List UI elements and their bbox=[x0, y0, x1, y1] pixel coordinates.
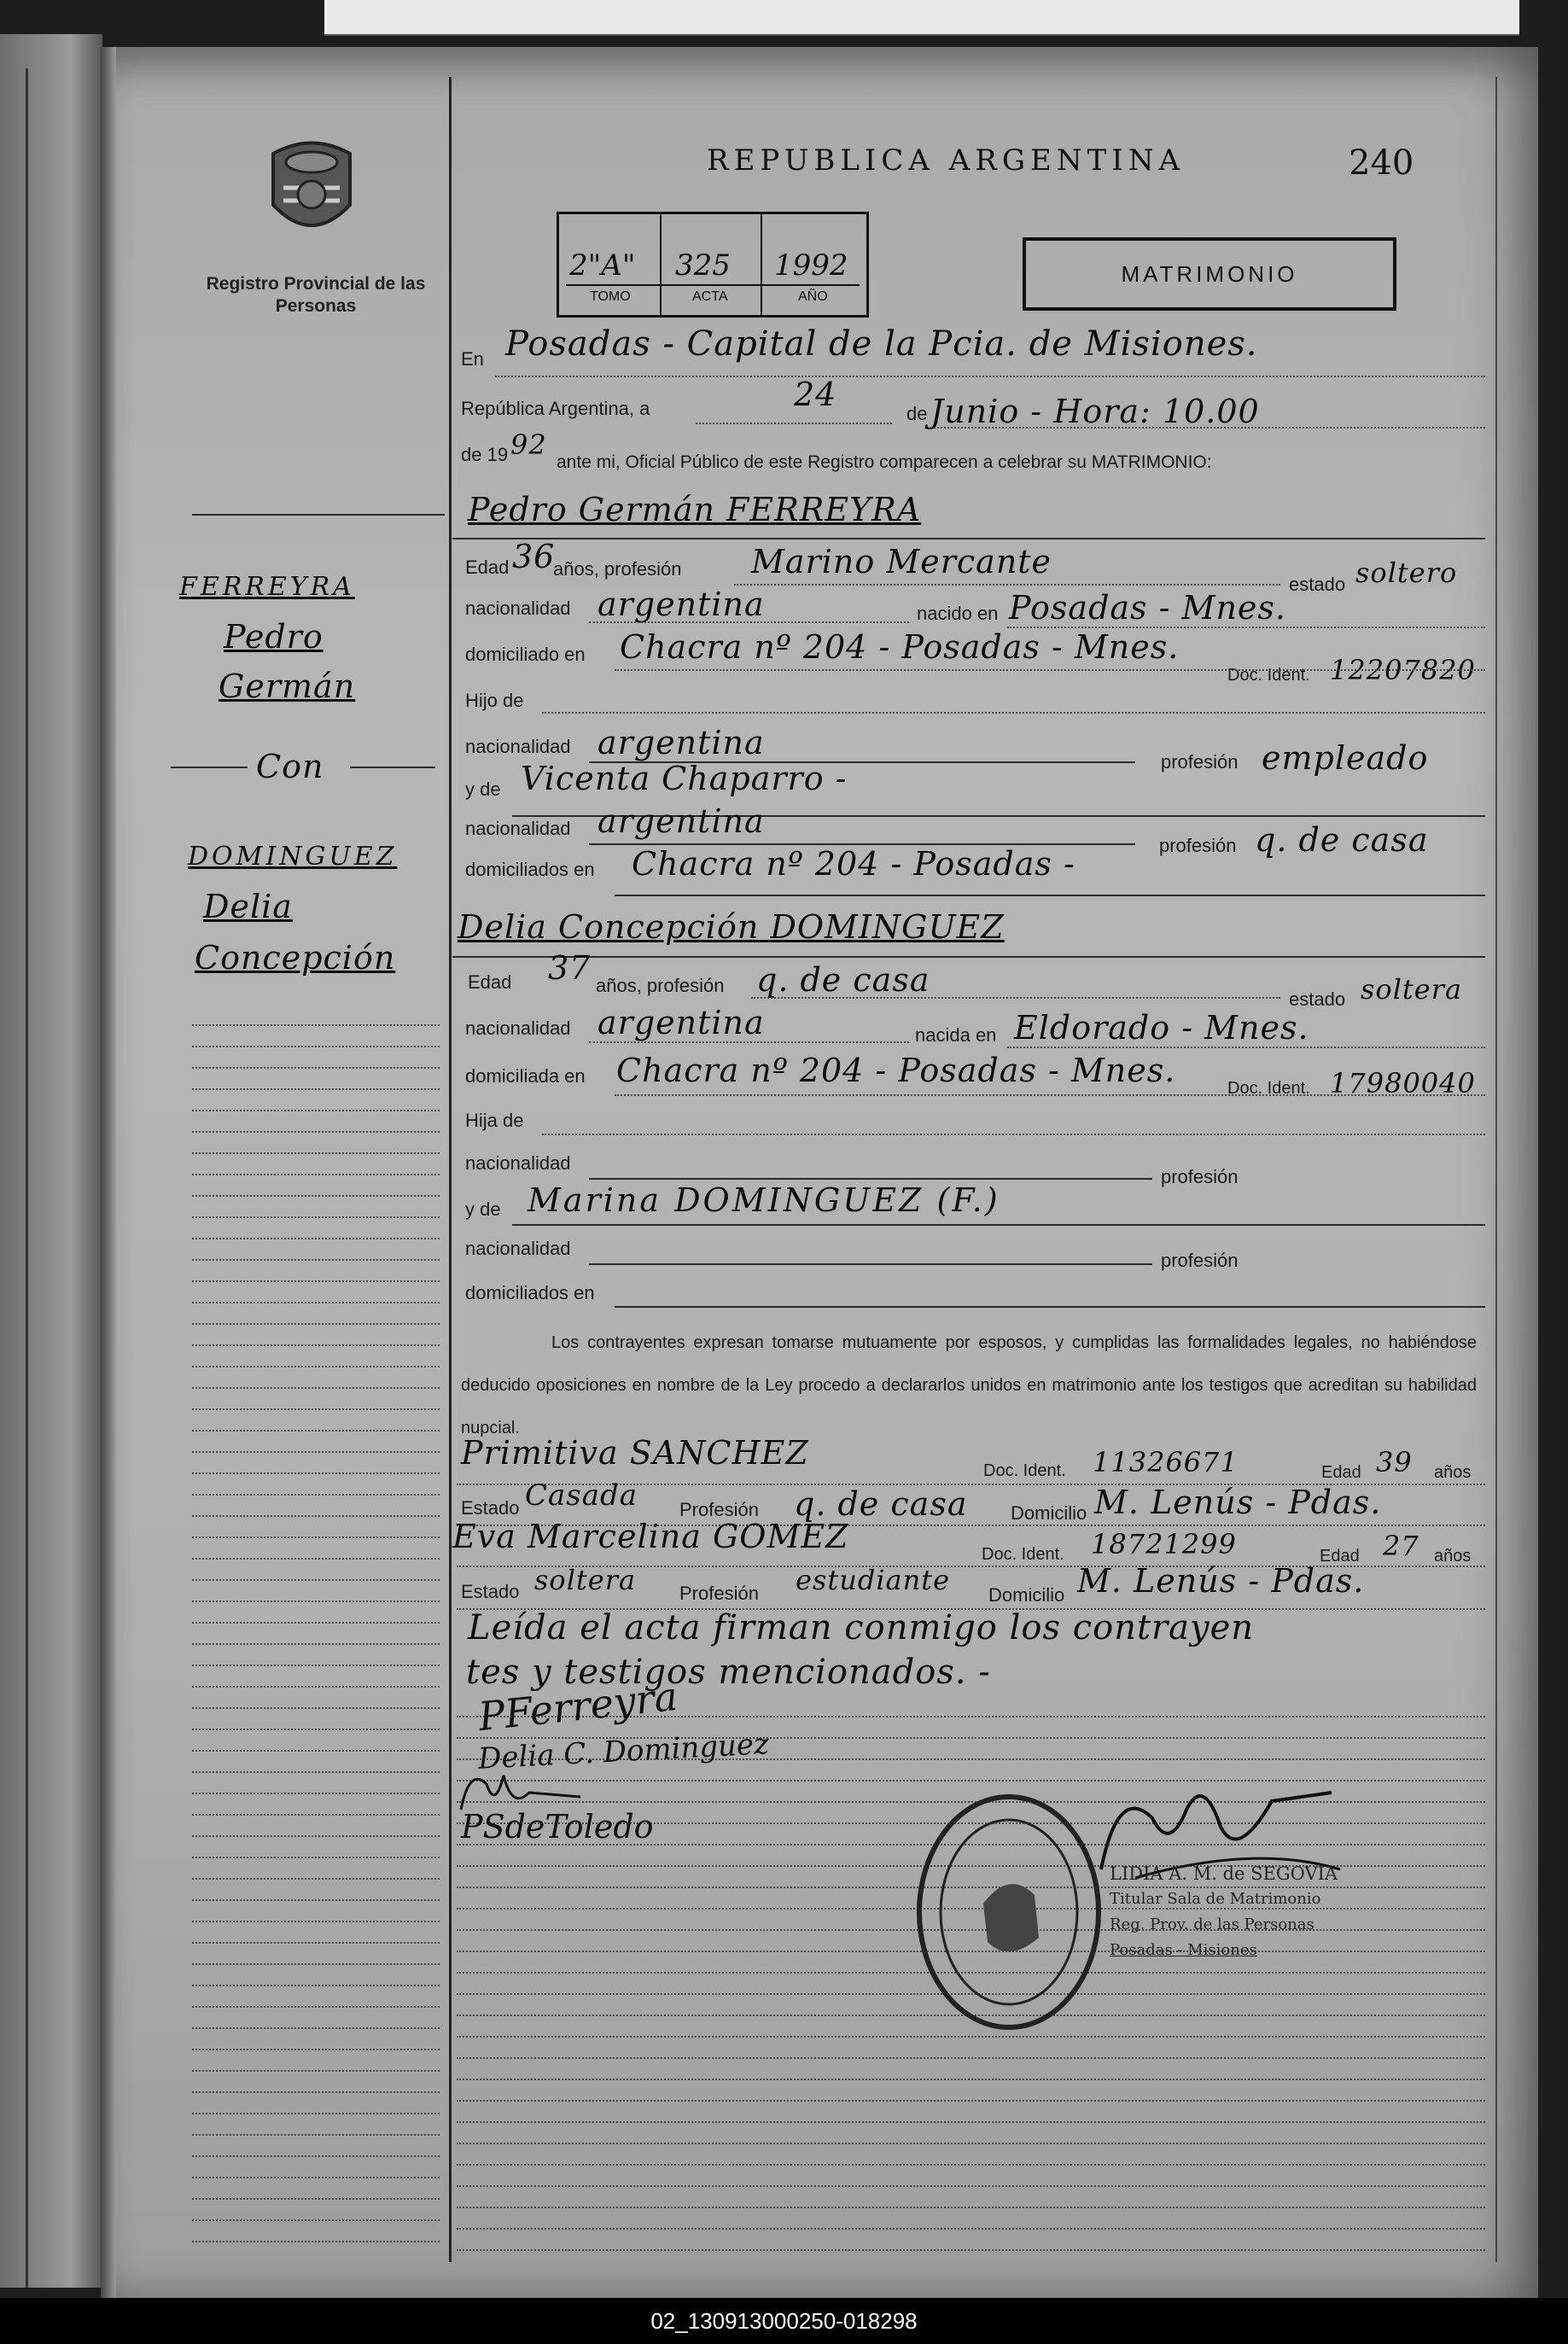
margin-ruled-line bbox=[192, 2177, 440, 2178]
margin-ruled-line bbox=[192, 1430, 440, 1431]
margin-ruled-line bbox=[192, 1857, 440, 1858]
row-rule bbox=[452, 538, 1485, 539]
margin-ruled-line bbox=[192, 2027, 440, 2029]
bride-doc-value: 17980040 bbox=[1330, 1067, 1476, 1099]
official-seal-icon bbox=[906, 1784, 1111, 2040]
bride-father-prof-label: profesión bbox=[1161, 1166, 1239, 1187]
margin-groom-second: Germán bbox=[219, 668, 356, 705]
row-rule bbox=[589, 1178, 1152, 1180]
groom-edad-value: 36 bbox=[512, 538, 556, 575]
row-rule bbox=[615, 895, 1485, 896]
margin-ruled-line bbox=[192, 2006, 440, 2008]
official-line3: Reg. Prov. de las Personas bbox=[1110, 1915, 1314, 1933]
margin-ruled-line bbox=[192, 1686, 440, 1688]
groom-estado-value: soltero bbox=[1355, 557, 1458, 589]
margin-groom-surname: FERREYRA bbox=[179, 572, 355, 602]
bride-profesion-label: años, profesión bbox=[596, 975, 725, 996]
anio-label: AÑO bbox=[798, 289, 828, 304]
de-label: de bbox=[906, 403, 928, 424]
witness2-anos-label: años bbox=[1434, 1547, 1472, 1566]
official-line4: Posadas - Misiones bbox=[1110, 1941, 1257, 1959]
margin-ruled-line bbox=[192, 1771, 440, 1773]
margin-ruled-line bbox=[192, 1323, 440, 1325]
margin-ruled-line bbox=[192, 1344, 440, 1346]
top-page-strip bbox=[324, 0, 1519, 36]
place-value: Posadas - Capital de la Pcia. de Misiones. bbox=[505, 324, 1258, 364]
bride-parents-dom-label: domiciliados en bbox=[465, 1282, 595, 1303]
margin-ruled-line bbox=[192, 2155, 440, 2157]
ruled-line bbox=[457, 2207, 1485, 2208]
ruled-line bbox=[457, 2057, 1485, 2059]
groom-profesion-value: Marino Mercante bbox=[751, 543, 1052, 580]
bride-yde-label: y de bbox=[465, 1198, 501, 1220]
left-page-edge bbox=[0, 34, 102, 2288]
witness2-doc-label: Doc. Ident. bbox=[982, 1545, 1064, 1564]
witness1-prof-label: Profesión bbox=[679, 1499, 759, 1520]
witness2-prof-label: Profesión bbox=[679, 1583, 759, 1604]
dotted-line bbox=[542, 1134, 1485, 1135]
dotted-line bbox=[930, 427, 1485, 429]
dotted-line bbox=[615, 1094, 1485, 1096]
margin-ruled-line bbox=[192, 1067, 440, 1069]
margin-ruled-line bbox=[192, 2113, 440, 2114]
official-line1: LIDIA A. M. de SEGOVIA bbox=[1110, 1863, 1338, 1884]
groom-estado-label: estado bbox=[1289, 574, 1346, 595]
bride-name: Delia Concepción DOMINGUEZ bbox=[458, 908, 1005, 946]
margin-ruled-line bbox=[192, 1387, 440, 1389]
margin-ruled-line bbox=[192, 1195, 440, 1197]
margin-ruled-line bbox=[192, 2198, 440, 2200]
groom-father-prof-label: profesión bbox=[1161, 751, 1239, 773]
margin-ruled-line bbox=[192, 1131, 440, 1133]
margin-ruled-line bbox=[192, 1451, 440, 1453]
margin-bride-second: Concepción bbox=[195, 939, 396, 977]
margin-rule bbox=[350, 767, 435, 768]
margin-ruled-line bbox=[192, 1152, 440, 1154]
margin-ruled-line bbox=[192, 1558, 440, 1560]
row-rule bbox=[512, 1224, 1485, 1226]
official-stamp-text bbox=[1110, 1861, 1338, 1963]
margin-ruled-line bbox=[192, 1302, 440, 1303]
margin-ruled-line bbox=[192, 2134, 440, 2136]
groom-mother-nat-label: nacionalidad bbox=[465, 818, 571, 839]
official-line2: Titular Sala de Matrimonio bbox=[1110, 1890, 1321, 1908]
groom-doc-label: Doc. Ident. bbox=[1227, 666, 1310, 685]
groom-doc-value: 12207820 bbox=[1330, 654, 1476, 686]
margin-ruled-line bbox=[192, 1750, 440, 1752]
bride-profesion-value: q. de casa bbox=[756, 961, 930, 999]
witness1-edad-value: 39 bbox=[1376, 1446, 1413, 1478]
ruled-line bbox=[457, 2185, 1485, 2187]
dotted-line bbox=[751, 997, 1280, 999]
margin-ruled-line bbox=[192, 1259, 440, 1261]
witness2-doc-value: 18721299 bbox=[1091, 1528, 1237, 1560]
groom-father-nat-value: argentina bbox=[597, 724, 765, 761]
groom-name: Pedro Germán FERREYRA bbox=[468, 491, 922, 528]
margin-ruled-line bbox=[192, 1515, 440, 1517]
dotted-line bbox=[589, 1041, 909, 1043]
record-number-box bbox=[557, 212, 869, 318]
margin-ruled-line bbox=[192, 1622, 440, 1624]
closing-line1: Leída el acta firman conmigo los contrayen bbox=[468, 1608, 1255, 1647]
groom-yde-label: y de bbox=[465, 778, 501, 800]
groom-mother-prof-value: q. de casa bbox=[1255, 821, 1429, 859]
year-prefix-label: de 19 bbox=[461, 444, 509, 465]
dotted-line bbox=[1007, 1047, 1485, 1048]
margin-ruled-line bbox=[192, 1536, 440, 1538]
groom-dom-value: Chacra nº 204 - Posadas - Mnes. bbox=[620, 628, 1180, 666]
bride-estado-label: estado bbox=[1289, 988, 1346, 1010]
groom-hijo-label: Hijo de bbox=[465, 690, 524, 711]
margin-ruled-line bbox=[192, 1601, 440, 1602]
bride-nac-label: nacionalidad bbox=[465, 1017, 571, 1039]
margin-ruled-line bbox=[192, 1921, 440, 1922]
groom-nac-label: nacionalidad bbox=[465, 598, 571, 619]
bride-dom-value: Chacra nº 204 - Posadas - Mnes. bbox=[616, 1052, 1176, 1089]
signature-bride: Delia C. Dominguez bbox=[477, 1727, 770, 1776]
margin-ruled-line bbox=[192, 1408, 440, 1410]
margin-ruled-line bbox=[192, 2070, 440, 2072]
margin-ruled-line bbox=[192, 1280, 440, 1282]
right-page-border bbox=[1495, 77, 1497, 2262]
ruled-line bbox=[457, 2143, 1485, 2144]
anio-value: 1992 bbox=[774, 248, 848, 283]
witness1-name: Primitiva SANCHEZ bbox=[461, 1434, 809, 1472]
margin-ruled-line bbox=[192, 1024, 440, 1026]
bride-mother-nat-label: nacionalidad bbox=[465, 1238, 571, 1259]
margin-rule bbox=[192, 514, 445, 516]
groom-father-nat-label: nacionalidad bbox=[465, 736, 571, 757]
groom-mother-prof-label: profesión bbox=[1159, 835, 1237, 856]
witness2-edad-value: 27 bbox=[1383, 1530, 1419, 1562]
margin-ruled-line bbox=[192, 1665, 440, 1666]
dotted-line bbox=[589, 621, 909, 623]
witness2-dom-label: Domicilio bbox=[988, 1584, 1065, 1606]
ruled-line bbox=[457, 2249, 1485, 2251]
margin-ruled-line bbox=[192, 1472, 440, 1474]
registry-name: Registro Provincial de las Personas bbox=[206, 274, 426, 316]
margin-ruled-line bbox=[192, 2241, 440, 2242]
groom-nac-value: argentina bbox=[597, 586, 765, 623]
groom-dom-label: domiciliado en bbox=[465, 644, 586, 665]
groom-profesion-label: años, profesión bbox=[553, 558, 682, 580]
groom-mother-value: Vicenta Chaparro - bbox=[521, 760, 848, 797]
tomo-label: TOMO bbox=[590, 289, 631, 304]
margin-ruled-line bbox=[192, 1899, 440, 1901]
tomo-value: 2"A" bbox=[569, 248, 636, 283]
margin-ruled-line bbox=[192, 1985, 440, 1986]
margin-con: Con bbox=[256, 748, 324, 785]
country-title: REPUBLICA ARGENTINA bbox=[707, 143, 1186, 178]
witness2-estado-value: soltera bbox=[534, 1564, 637, 1596]
groom-nacido-value: Posadas - Mnes. bbox=[1009, 589, 1286, 627]
witness1-doc-value: 11326671 bbox=[1093, 1446, 1239, 1478]
year-suffix-value: 92 bbox=[510, 429, 547, 461]
bride-mother-value: Marina DOMINGUEZ (F.) bbox=[528, 1181, 1000, 1219]
bride-nacida-value: Eldorado - Mnes. bbox=[1014, 1009, 1309, 1047]
bride-mother-prof-label: profesión bbox=[1161, 1250, 1239, 1271]
witness1-estado-label: Estado bbox=[461, 1497, 520, 1519]
groom-father-prof-value: empleado bbox=[1262, 739, 1429, 777]
margin-ruled-line bbox=[192, 1942, 440, 1944]
witness2-name: Eva Marcelina GOMEZ bbox=[452, 1518, 849, 1555]
groom-parents-dom-value: Chacra nº 204 - Posadas - bbox=[632, 845, 1075, 883]
republica-label: República Argentina, a bbox=[461, 398, 650, 419]
bride-edad-label: Edad bbox=[468, 971, 512, 993]
margin-rule bbox=[171, 767, 248, 768]
witness1-dom-label: Domicilio bbox=[1011, 1502, 1087, 1524]
image-code-footer: 02_130913000250-018298 bbox=[0, 2298, 1568, 2344]
dotted-line bbox=[495, 376, 1485, 377]
record-type-box: MATRIMONIO bbox=[1023, 237, 1396, 311]
bride-estado-value: soltera bbox=[1361, 973, 1463, 1006]
row-rule bbox=[452, 956, 1485, 958]
margin-ruled-line bbox=[192, 2219, 440, 2221]
margin-ruled-line bbox=[192, 1110, 440, 1111]
margin-ruled-line bbox=[192, 1088, 440, 1090]
margin-divider bbox=[449, 77, 452, 2262]
margin-ruled-line bbox=[192, 2091, 440, 2093]
bride-edad-value: 37 bbox=[548, 949, 592, 987]
witness1-anos-label: años bbox=[1434, 1463, 1472, 1482]
coat-of-arms-icon bbox=[265, 137, 358, 246]
margin-ruled-line bbox=[192, 1238, 440, 1239]
en-label: En bbox=[461, 348, 484, 370]
witness2-estado-label: Estado bbox=[461, 1581, 520, 1602]
margin-ruled-line bbox=[192, 1878, 440, 1880]
margin-groom-first: Pedro bbox=[224, 618, 324, 656]
margin-ruled-line bbox=[192, 1643, 440, 1645]
witness2-prof-value: estudiante bbox=[796, 1564, 951, 1596]
bride-dom-label: domiciliada en bbox=[465, 1065, 586, 1087]
ruled-line bbox=[457, 2164, 1485, 2166]
groom-edad-label: Edad bbox=[465, 557, 510, 578]
ruled-line bbox=[457, 2079, 1485, 2080]
margin-ruled-line bbox=[192, 1579, 440, 1581]
month-time-value: Junio - Hora: 10.00 bbox=[930, 393, 1260, 430]
dotted-line bbox=[615, 669, 1485, 671]
margin-ruled-line bbox=[192, 1814, 440, 1816]
ruled-line bbox=[457, 2100, 1485, 2102]
margin-ruled-line bbox=[192, 1963, 440, 1965]
margin-ruled-line bbox=[192, 1046, 440, 1047]
groom-nacido-label: nacido en bbox=[917, 603, 999, 624]
ruled-line bbox=[457, 2228, 1485, 2230]
margin-ruled-line bbox=[192, 1729, 440, 1730]
row-rule bbox=[615, 1306, 1485, 1308]
dotted-line bbox=[734, 584, 1280, 586]
bride-doc-label: Doc. Ident. bbox=[1227, 1079, 1310, 1098]
row-rule bbox=[589, 1263, 1152, 1265]
witness1-doc-label: Doc. Ident. bbox=[983, 1461, 1066, 1480]
margin-ruled-line bbox=[192, 2049, 440, 2050]
witness2-dom-value: M. Lenús - Pdas. bbox=[1077, 1562, 1365, 1600]
witness1-edad-label: Edad bbox=[1321, 1463, 1361, 1482]
dotted-line bbox=[696, 423, 892, 424]
day-value: 24 bbox=[794, 376, 837, 413]
margin-ruled-line bbox=[192, 1835, 440, 1837]
ruled-line bbox=[457, 2121, 1485, 2123]
signature-witness2: PSdeToledo bbox=[461, 1808, 654, 1845]
margin-ruled-line bbox=[192, 1494, 440, 1496]
bride-father-nat-label: nacionalidad bbox=[465, 1152, 571, 1174]
margin-ruled-line bbox=[192, 1174, 440, 1175]
margin-ruled-line bbox=[192, 1793, 440, 1794]
margin-ruled-line bbox=[192, 1216, 440, 1218]
signature-groom: PFerreyra bbox=[475, 1672, 680, 1741]
acta-label: ACTA bbox=[692, 289, 728, 304]
page-number: 240 bbox=[1349, 143, 1414, 183]
bride-nac-value: argentina bbox=[597, 1004, 765, 1041]
book-spine bbox=[101, 47, 116, 2300]
dotted-line bbox=[542, 712, 1485, 714]
bride-hija-label: Hija de bbox=[465, 1110, 524, 1131]
margin-bride-first: Delia bbox=[203, 888, 293, 925]
acta-value: 325 bbox=[675, 248, 731, 283]
bride-nacida-label: nacida en bbox=[915, 1024, 997, 1046]
witness1-prof-value: q. de casa bbox=[794, 1485, 968, 1523]
declaration-text: Los contrayentes expresan tomarse mutuamente por esposos, y cumplidas las formalidades legales, no habiéndose deducido oposiciones en nombre de la Ley procedo a declararlos unidos en matrimonio ante los testigos que acreditan su habilidad nupcial. bbox=[461, 1333, 1477, 1437]
closing-line2: tes y testigos mencionados. - bbox=[466, 1653, 991, 1692]
statement-text: ante mi, Oficial Público de este Registro comparecen a celebrar su MATRIMONIO: bbox=[557, 452, 1212, 472]
witness1-estado-value: Casada bbox=[525, 1478, 638, 1513]
margin-bride-surname: DOMINGUEZ bbox=[188, 842, 398, 872]
witness2-edad-label: Edad bbox=[1320, 1547, 1360, 1566]
groom-mother-nat-value: argentina bbox=[597, 802, 765, 840]
groom-parents-dom-label: domiciliados en bbox=[465, 859, 595, 880]
margin-ruled-line bbox=[192, 1707, 440, 1709]
witness1-dom-value: M. Lenús - Pdas. bbox=[1094, 1484, 1382, 1521]
margin-ruled-line bbox=[192, 1366, 440, 1367]
